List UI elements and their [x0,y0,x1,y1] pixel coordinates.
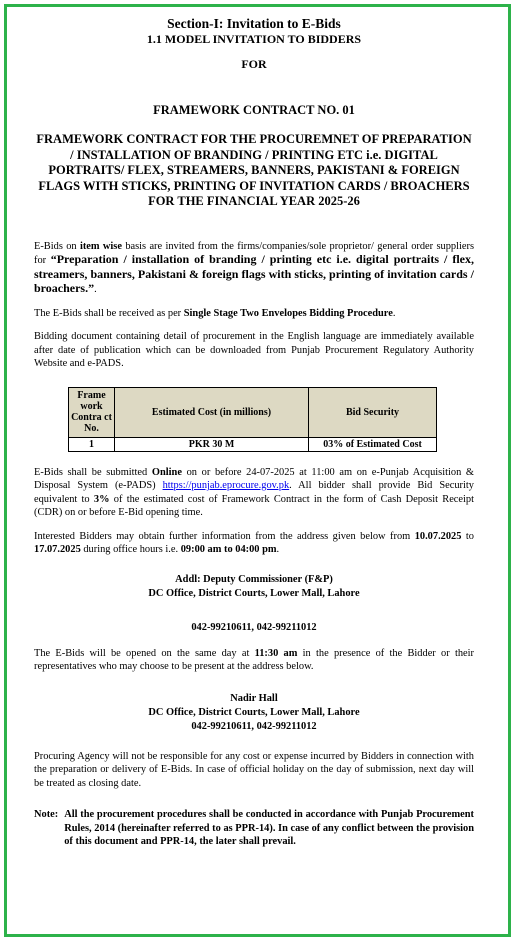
para-invitation: E-Bids on item wise basis are invited from the firms/companies/sole proprietor/ general order suppliers for “Preparation / installation of branding / printing etc i.e. digital portraits / flex, streamers, banners, Pakistani & foreign flags with sticks, printing of invitation cards / broachers.”. [34,240,474,295]
address1-line1: Addl: Deputy Commissioner (F&P) [175,573,333,585]
section-title: Section-I: Invitation to E-Bids [167,16,341,31]
for-heading: FOR [241,57,267,71]
address2-phone: 042-99210611, 042-99211012 [191,720,317,732]
epads-link[interactable]: https://punjab.eprocure.gov.pk [162,480,290,491]
note-text: All the procurement procedures shall be conducted in accordance with Punjab Procurement Rules, 2014 (hereinafter referred to as PPR-14). In case of any conflict between the provision of this document and PPR-14, the later shall prevail. [64,809,474,847]
table-cell-bid-security: 03% of Estimated Cost [309,437,437,451]
address-block-2 [34,692,474,734]
table-cell-estimated-cost: PKR 30 M [115,437,309,451]
para-bidding-document: Bidding document containing detail of procurement in the English language are immediately available after date of publication which can be downloaded from Punjab Procurement Regulatory Authority Website and e-PADS. [34,331,474,369]
table-header-contract-no: Frame work Contra ct No. [69,387,115,437]
document-body [34,10,474,849]
para-submission: E-Bids shall be submitted Online on or before 24-07-2025 at 11:00 am on e-Punjab Acquisition & Disposal System (e-PADS) https://punjab.eprocure.gov.pk. All bidder shall provide Bid Security equivalent to 3% of the estimated cost of Framework Contract in the form of Cash Deposit Receipt (CDR) on or before E-Bid opening time. [34,466,475,518]
contract-table [68,387,437,452]
para-procedure: The E-Bids shall be received as per Single Stage Two Envelopes Bidding Procedure. [34,307,396,319]
para-further-info: Interested Bidders may obtain further information from the address given below from 10.07.2025 to 17.07.2025 during office hours i.e. 09:00 am to 04:00 pm. [34,530,474,555]
address1-phone: 042-99210611, 042-99211012 [191,621,317,633]
para-liability: Procuring Agency will not be responsible for any cost or expense incurred by Bidders in connection with the preparation or delivery of E-Bids. In case of official holiday on the day of submission, next day will be treated as closing date. [34,750,474,789]
table-row [69,437,437,451]
contract-number: FRAMEWORK CONTRACT NO. 01 [153,103,355,117]
note-label: Note: [34,809,59,820]
model-heading: 1.1 MODEL INVITATION TO BIDDERS [146,32,362,46]
table-header-estimated-cost: Estimated Cost (in millions) [115,387,309,437]
note-block [34,808,474,849]
address-block-1 [34,573,474,635]
address2-line2: DC Office, District Courts, Lower Mall, Lahore [148,706,360,718]
table-header-bid-security: Bid Security [309,387,437,437]
address1-line2: DC Office, District Courts, Lower Mall, Lahore [148,587,360,599]
contract-title: FRAMEWORK CONTRACT FOR THE PROCUREMNET OF PREPARATION / INSTALLATION OF BRANDING / PRINTING ETC i.e. DIGITAL PORTRAITS/ FLEX, STREAMERS, BANNERS, PAKISTANI & FOREIGN FLAGS WITH STICKS, PRINTING OF INVITATION CARDS / BROACHERS FOR THE FINANCIAL YEAR 2025-26 [36,132,472,208]
para-opening: The E-Bids will be opened on the same day at 11:30 am in the presence of the Bidder or their representatives who may choose to be present at the address below. [34,647,474,672]
table-cell-contract-no: 1 [69,437,115,451]
address2-line1: Nadir Hall [230,692,278,704]
